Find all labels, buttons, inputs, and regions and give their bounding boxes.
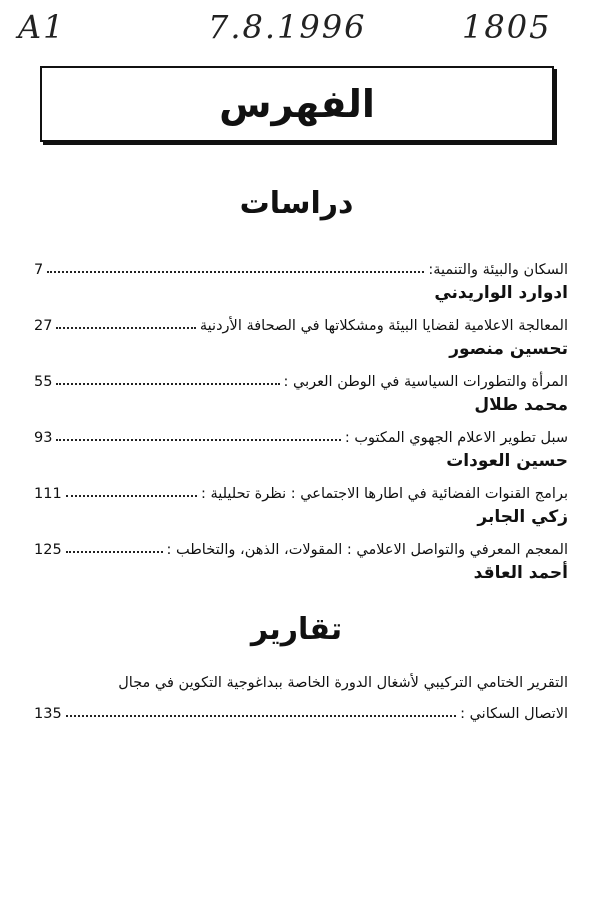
dot-leader — [66, 551, 163, 553]
entry-author: محمد طلال — [474, 395, 568, 415]
handwritten-number: 1805 — [462, 8, 552, 46]
list-item[interactable] — [34, 532, 568, 588]
dot-leader — [56, 327, 195, 329]
dot-leader — [66, 495, 197, 497]
entry-title: المعالجة الاعلامية لقضايا البيئة ومشكلاتها في الصحافة الأردنية — [199, 318, 568, 334]
section-heading-reports: تقارير — [250, 612, 343, 647]
handwritten-date: 7.8.1996 — [208, 8, 367, 46]
report-entry[interactable] — [34, 670, 568, 722]
dot-leader — [56, 439, 340, 441]
entry-page: 27 — [34, 318, 53, 334]
studies-list — [34, 252, 568, 588]
title-box — [40, 66, 554, 142]
entry-page: 55 — [34, 374, 53, 390]
page-title: الفهرس — [219, 82, 375, 126]
entry-title: سبل تطوير الاعلام الجهوي المكتوب : — [344, 430, 568, 446]
entry-author: تحسين منصور — [449, 339, 568, 359]
entry-page: 7 — [34, 262, 44, 278]
list-item[interactable] — [34, 308, 568, 364]
entry-author: زكي الجابر — [477, 507, 568, 527]
list-item[interactable] — [34, 252, 568, 308]
section-heading-studies: دراسات — [239, 186, 354, 221]
entry-title: السكان والبيئة والتنمية: — [428, 262, 568, 278]
entry-title: المرأة والتطورات السياسية في الوطن العربي : — [283, 374, 568, 390]
entry-author: أحمد العاقد — [473, 563, 568, 583]
entry-title: برامج القنوات الفضائية في اطارها الاجتماعي : نظرة تحليلية : — [200, 486, 568, 502]
entry-title: المعجم المعرفي والتواصل الاعلامي : المقولات، الذهن، والتخاطب : — [166, 542, 568, 558]
list-item[interactable] — [34, 476, 568, 532]
entry-author: ادوارد الواريدني — [434, 283, 568, 303]
dot-leader — [66, 715, 456, 717]
entry-page: 125 — [34, 542, 62, 558]
entry-page: 93 — [34, 430, 53, 446]
dot-leader — [47, 271, 424, 273]
handwritten-code: A1 — [18, 8, 66, 46]
list-item[interactable] — [34, 420, 568, 476]
report-page: 135 — [34, 706, 62, 722]
report-title-line1: التقرير الختامي التركيبي لأشغال الدورة الخاصة ببداغوجية التكوين في مجال — [118, 675, 568, 691]
entry-page: 111 — [34, 486, 62, 502]
list-item[interactable] — [34, 364, 568, 420]
dot-leader — [56, 383, 279, 385]
report-title-line2: الاتصال السكاني : — [460, 706, 568, 722]
entry-author: حسين العودات — [446, 451, 568, 471]
